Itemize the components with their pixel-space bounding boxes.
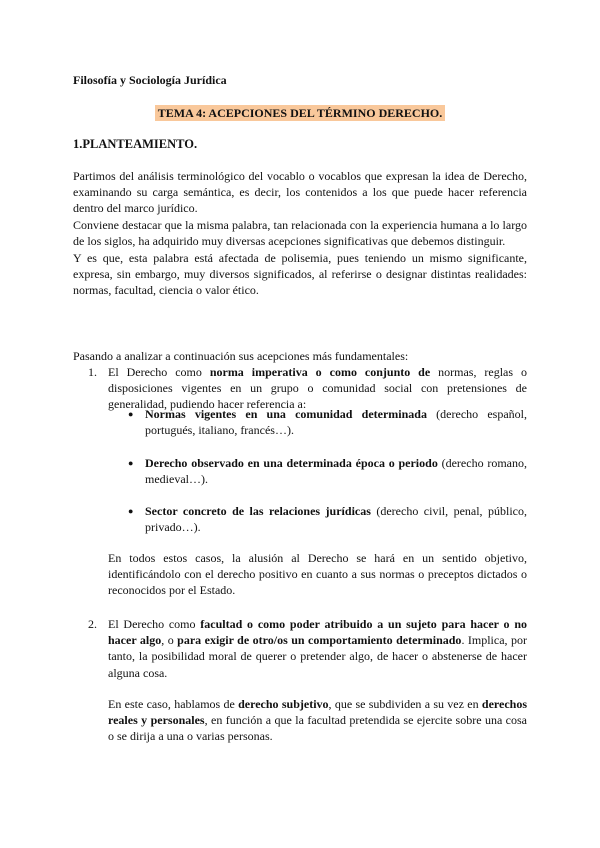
topic-title-wrap — [0, 104, 600, 122]
bullet-icon: ● — [128, 458, 134, 468]
list-item-2-subparagraph — [108, 696, 527, 745]
bullet-3-rest: (derecho civil, penal, público, privado…). — [145, 504, 527, 535]
list-item-2-text — [108, 616, 527, 681]
bullet-1-rest: (derecho español, portugués, italiano, francés…). — [145, 407, 527, 438]
subjective-t2: , que se subdividen a su vez en — [328, 697, 482, 711]
list-item-1-t2: normas, reglas o disposiciones vigentes en un grupo o comunidad social con pretensiones de generalidad, pudiendo hacer referencia a: — [108, 365, 527, 412]
bullet-item-1 — [145, 406, 527, 438]
subjective-t1: En este caso, hablamos de — [108, 697, 239, 711]
paragraph-intro-text: Partimos del análisis terminológico del vocablo o vocablos que expresan la idea de Derecho, examinando su carga semántica, es decir, los contenidos a los que puede hacer referencia dentro del marco jurídico. — [73, 169, 527, 216]
bullet-1-bold: Normas vigentes en una comunidad determinada — [145, 407, 427, 421]
list-item-2-t2: , o — [161, 633, 178, 648]
topic-title: TEMA 4: ACEPCIONES DEL TÉRMINO DERECHO. — [155, 105, 446, 121]
subjective-b1: derecho subjetivo — [238, 697, 329, 711]
bullet-2-rest: (derecho romano, medieval…). — [145, 456, 527, 487]
bullet-item-3 — [145, 503, 527, 535]
bullet-3-bold: Sector concreto de las relaciones jurídicas — [145, 504, 371, 518]
list-item-1-t1: El Derecho como — [108, 365, 210, 379]
list-item-2-t3: . Implica, por tanto, la posibilidad moral de querer o pretender algo, de hacer o abstenerse de hacer alguna cosa. — [108, 633, 527, 680]
list-number-1: 1. — [88, 365, 97, 379]
subject-title: Filosofía y Sociología Jurídica — [73, 73, 227, 87]
list-number-2: 2. — [88, 617, 97, 631]
list-item-2-t1: El Derecho como — [108, 617, 201, 631]
bullet-icon: ● — [128, 409, 134, 419]
list-item-1-b1: norma imperativa o como conjunto de — [209, 365, 431, 379]
bullet-2-bold: Derecho observado en una determinada época o periodo — [145, 456, 438, 470]
list-item-1-closing: En todos estos casos, la alusión al Derecho se hará en un sentido objetivo, identificándolo con el derecho positivo en cuanto a sus normas o preceptos dictados o reconocidos por el Estado. — [108, 551, 527, 598]
list-item-2-b2: para exigir de otro/os un comportamiento determinado — [177, 633, 462, 648]
subjective-t3: , en función a que la facultad pretendida se ejercite sobre una cosa o se dirija a una o varias personas. — [108, 713, 528, 744]
section-heading: 1.PLANTEAMIENTO. — [73, 137, 198, 151]
paragraph-polisemia: Y es que, esta palabra está afectada de polisemia, pues teniendo un mismo significante, expresa, sin embargo, muy diversos significados, al referirse o designar distintas realidades: normas, facultad, ciencia o valor ético. — [73, 251, 527, 298]
bullet-icon: ● — [128, 506, 134, 516]
bullet-item-2 — [145, 455, 527, 487]
list-item-2-b1: facultad o como poder atribuido a un sujeto para hacer o no hacer algo — [108, 617, 527, 648]
paragraph-intro-text-2: Conviene destacar que la misma palabra, tan relacionada con la experiencia humana a lo largo de los siglos, ha adquirido muy diversas acepciones significativas que debemos distinguir. — [73, 217, 527, 248]
paragraph-intro — [73, 168, 527, 249]
paragraph-lead-in: Pasando a analizar a continuación sus acepciones más fundamentales: — [73, 349, 409, 363]
subjective-b2: derechos reales y personales — [108, 697, 527, 728]
